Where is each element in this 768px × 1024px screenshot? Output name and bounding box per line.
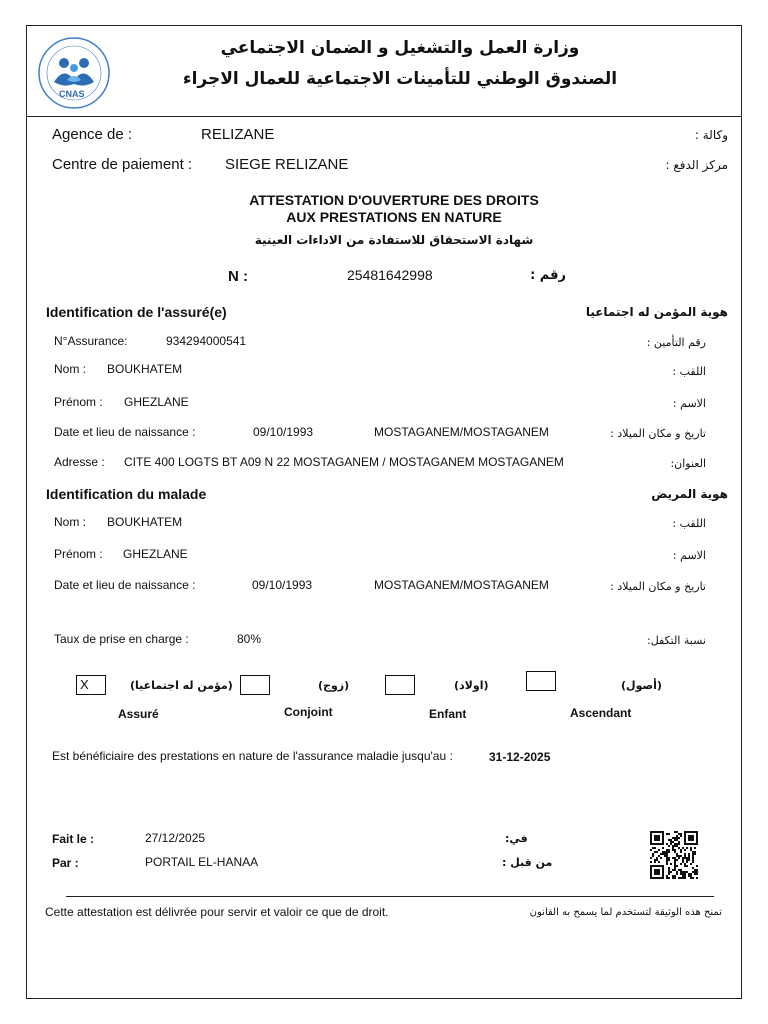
insured-prenom-value: GHEZLANE — [124, 395, 189, 409]
relation-label-ascendant: Ascendant — [570, 706, 632, 720]
insured-prenom-label-ar: الاسم : — [672, 397, 706, 410]
agency-label-ar: وكالة : — [694, 128, 728, 142]
insurance-no-label-ar: رقم التأمين : — [646, 336, 706, 349]
relation-label-ar-ascendant: (أصول) — [621, 679, 662, 692]
document-title-line2: AUX PRESTATIONS EN NATURE — [286, 209, 502, 225]
cnas-logo — [37, 36, 111, 110]
relation-checkbox-conjoint[interactable] — [240, 675, 270, 695]
relation-label-assure: Assuré — [118, 707, 159, 721]
patient-nom-label: Nom : — [54, 515, 87, 529]
insured-section-title-ar: هوية المؤمن له اجتماعيا — [585, 305, 728, 319]
patient-birth-place: MOSTAGANEM/MOSTAGANEM — [374, 578, 549, 592]
agency-value: RELIZANE — [201, 126, 275, 143]
qr-code — [650, 831, 698, 879]
statement-ar: تمنح هذه الوثيقة لتستخدم لما يسمح به القانون — [529, 907, 722, 918]
ministry-title: وزارة العمل والتشغيل و الضمان الاجتماعي — [220, 38, 580, 58]
coverage-label: Taux de prise en charge : — [54, 632, 189, 646]
document-title-line1: ATTESTATION D'OUVERTURE DES DROITS — [249, 192, 539, 208]
insured-nom-value: BOUKHATEM — [107, 362, 183, 376]
beneficiary-text: Est bénéficiaire des prestations en nature de l'assurance maladie jusqu'au : — [52, 749, 453, 763]
insured-birth-label: Date et lieu de naissance : — [54, 425, 196, 439]
relation-checkbox-assure[interactable]: X — [76, 675, 106, 695]
document-title-ar: شهادة الاستحقاق للاستفادة من الاداءات العينية — [254, 233, 534, 247]
insured-address-label-ar: العنوان: — [670, 457, 706, 470]
patient-prenom-label-ar: الاسم : — [672, 549, 706, 562]
patient-section-title-ar: هوية المريض — [651, 487, 728, 501]
beneficiary-date: 31-12-2025 — [489, 750, 551, 764]
insured-birth-place: MOSTAGANEM/MOSTAGANEM — [374, 425, 549, 439]
fait-value: 27/12/2025 — [145, 831, 206, 845]
patient-section-title: Identification du malade — [46, 486, 207, 502]
logo-text: CNAS — [59, 89, 85, 99]
number-value: 25481642998 — [347, 267, 433, 283]
patient-prenom-value: GHEZLANE — [123, 547, 188, 561]
patient-birth-label-ar: تاريخ و مكان الميلاد : — [610, 580, 706, 593]
patient-nom-value: BOUKHATEM — [107, 515, 183, 529]
insured-birth-date: 09/10/1993 — [253, 425, 314, 439]
relation-label-conjoint: Conjoint — [284, 705, 333, 719]
number-label-ar: رقم : — [530, 268, 566, 283]
par-value: PORTAIL EL-HANAA — [145, 855, 259, 869]
payment-center-label: Centre de paiement : — [52, 156, 193, 173]
number-label: N : — [228, 268, 248, 285]
relation-checkbox-ascendant[interactable] — [526, 671, 556, 691]
relation-label-enfant: Enfant — [429, 707, 467, 721]
par-label-ar: من قبل : — [502, 856, 553, 869]
fait-label: Fait le : — [52, 832, 95, 846]
fund-title: الصندوق الوطني للتأمينات الاجتماعية للعمال الاجراء — [182, 69, 618, 89]
fait-label-ar: في: — [505, 832, 528, 845]
insured-birth-label-ar: تاريخ و مكان الميلاد : — [610, 427, 706, 440]
par-label: Par : — [52, 856, 79, 870]
insured-prenom-label: Prénom : — [54, 395, 103, 409]
insured-address-value: CITE 400 LOGTS BT A09 N 22 MOSTAGANEM / MOSTAGANEM MOSTAGANEM — [124, 455, 564, 469]
insured-nom-label: Nom : — [54, 362, 87, 376]
footer-divider — [66, 896, 714, 897]
relation-checkbox-enfant[interactable] — [385, 675, 415, 695]
statement-fr: Cette attestation est délivrée pour servir et valoir ce que de droit. — [45, 905, 389, 919]
relation-label-ar-conjoint: (زوج) — [318, 679, 350, 692]
insured-nom-label-ar: اللقب : — [672, 365, 706, 378]
insured-section-title: Identification de l'assuré(e) — [46, 304, 227, 320]
coverage-value: 80% — [237, 632, 262, 646]
relation-label-ar-assure: (مؤمن له اجتماعيا) — [130, 679, 233, 692]
agency-label: Agence de : — [52, 126, 133, 143]
coverage-label-ar: نسبة التكفل: — [647, 634, 706, 647]
relation-label-ar-enfant: (اولاد) — [454, 679, 489, 692]
patient-nom-label-ar: اللقب : — [672, 517, 706, 530]
payment-center-value: SIEGE RELIZANE — [225, 156, 349, 173]
insured-address-label: Adresse : — [54, 455, 105, 469]
payment-center-label-ar: مركز الدفع : — [665, 158, 728, 172]
insurance-no-label: N°Assurance: — [54, 334, 128, 348]
patient-birth-date: 09/10/1993 — [252, 578, 313, 592]
insurance-no-value: 934294000541 — [166, 334, 247, 348]
patient-prenom-label: Prénom : — [54, 547, 103, 561]
patient-birth-label: Date et lieu de naissance : — [54, 578, 196, 592]
